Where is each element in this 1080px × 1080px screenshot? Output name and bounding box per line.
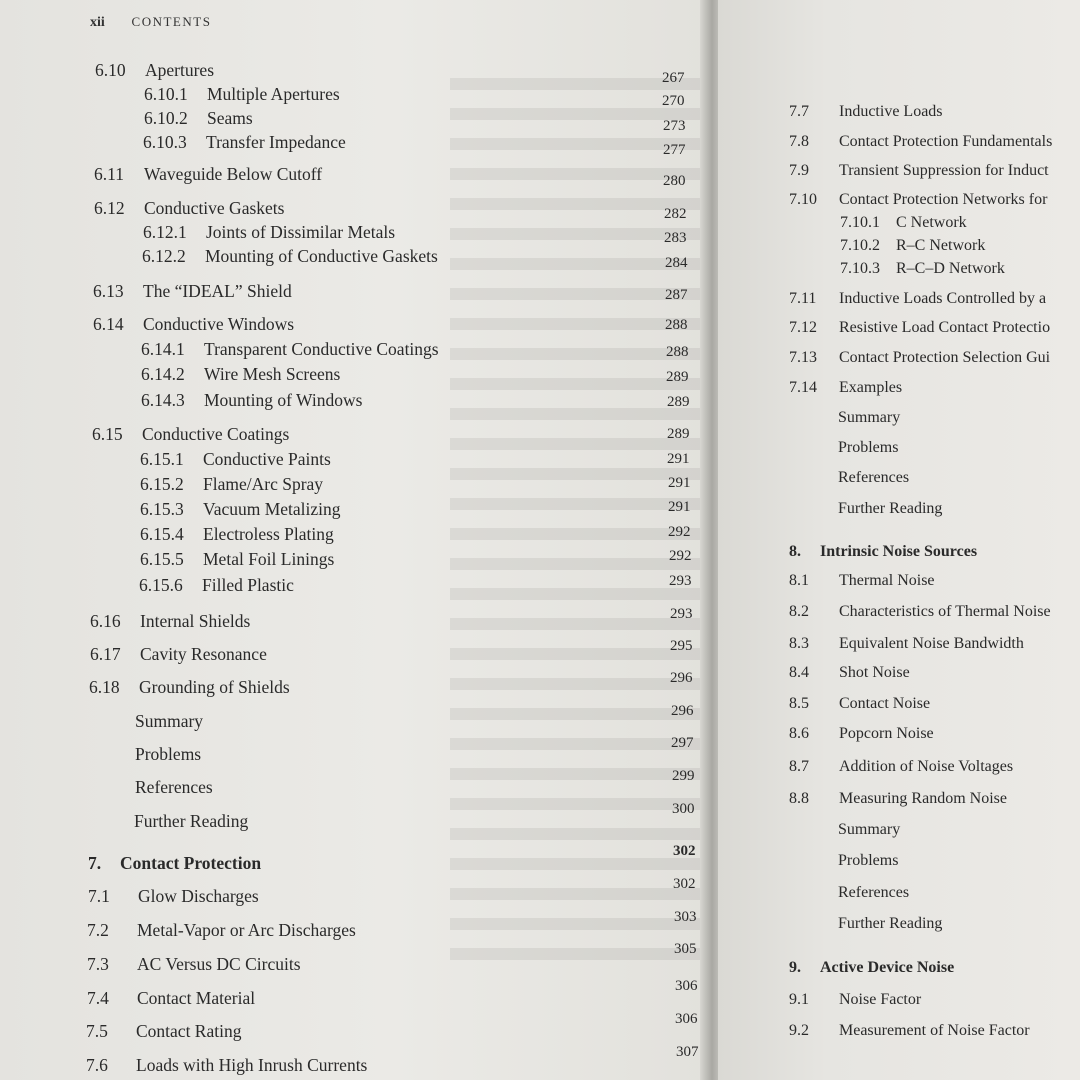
entry-title: Equivalent Noise Bandwidth	[839, 635, 1024, 652]
bleed-through-text	[450, 60, 700, 1060]
entry-title: Internal Shields	[140, 611, 251, 631]
entry-page-number: 288	[666, 344, 689, 360]
entry-title: Joints of Dissimilar Metals	[206, 222, 396, 242]
entry-page-number: 300	[672, 801, 695, 817]
entry-title: Active Device Noise	[820, 959, 955, 976]
entry-number: 6.10.3	[143, 132, 187, 152]
entry-title: Further Reading	[838, 500, 943, 517]
entry-title: Glow Discharges	[138, 886, 259, 906]
entry-title: Measuring Random Noise	[839, 790, 1007, 807]
entry-page-number: 299	[672, 768, 695, 784]
entry-page-number: 283	[664, 230, 687, 246]
entry-title: Grounding of Shields	[139, 677, 290, 697]
entry-page-number: 282	[664, 206, 687, 222]
entry-title: Inductive Loads Controlled by a	[839, 290, 1047, 307]
entry-page-number: 288	[665, 317, 688, 333]
entry-title: R–C Network	[896, 237, 986, 254]
entry-title: Contact Protection	[120, 853, 262, 873]
entry-page-number: 280	[663, 173, 686, 189]
entry-title: Transfer Impedance	[206, 132, 346, 152]
entry-title: Summary	[838, 821, 901, 838]
entry-title: Contact Protection Networks for	[839, 191, 1048, 208]
entry-title: C Network	[896, 214, 967, 231]
entry-number: 8.2	[789, 603, 809, 620]
entry-title: Thermal Noise	[839, 572, 935, 589]
entry-page-number: 289	[667, 394, 690, 410]
entry-page-number: 284	[665, 255, 688, 271]
entry-number: 7.10.2	[840, 237, 880, 254]
entry-title: Popcorn Noise	[839, 725, 934, 742]
entry-number: 6.10.1	[144, 84, 188, 104]
entry-title: R–C–D Network	[896, 260, 1005, 277]
entry-title: Contact Noise	[839, 695, 931, 712]
entry-page-number: 295	[670, 638, 693, 654]
entry-number: 6.14.1	[141, 339, 185, 359]
entry-number: 7.9	[789, 162, 809, 179]
entry-title: Inductive Loads	[839, 103, 943, 120]
entry-title: Resistive Load Contact Protectio	[839, 319, 1051, 336]
entry-title: Filled Plastic	[202, 575, 294, 595]
entry-number: 6.17	[90, 644, 121, 664]
entry-page-number: 287	[665, 287, 688, 303]
entry-number: 9.	[789, 959, 801, 976]
entry-number: 7.10.1	[840, 214, 880, 231]
entry-title: Loads with High Inrush Currents	[136, 1055, 368, 1075]
entry-title: Summary	[838, 409, 901, 426]
entry-number: 7.12	[789, 319, 817, 336]
entry-title: The “IDEAL” Shield	[143, 281, 292, 301]
entry-title: Further Reading	[134, 811, 249, 831]
entry-title: Conductive Paints	[203, 449, 331, 469]
entry-title: Multiple Apertures	[207, 84, 340, 104]
entry-title: Apertures	[145, 60, 215, 80]
entry-title: Contact Rating	[136, 1021, 242, 1041]
entry-number: 7.2	[87, 920, 109, 940]
entry-page-number: 289	[666, 369, 689, 385]
entry-number: 7.1	[88, 886, 110, 906]
entry-title: Wire Mesh Screens	[204, 364, 341, 384]
entry-title: Noise Factor	[839, 991, 922, 1008]
entry-title: Problems	[135, 744, 202, 764]
running-title: CONTENTS	[131, 14, 212, 29]
entry-number: 6.14	[93, 314, 124, 334]
entry-page-number: 297	[671, 735, 694, 751]
entry-title: Mounting of Windows	[204, 390, 363, 410]
entry-number: 7.3	[87, 954, 109, 974]
entry-title: AC Versus DC Circuits	[137, 954, 301, 974]
entry-number: 7.11	[789, 290, 817, 307]
entry-number: 7.6	[86, 1055, 108, 1075]
entry-page-number: 306	[675, 1011, 698, 1027]
entry-number: 7.7	[789, 103, 809, 120]
entry-title: References	[838, 884, 910, 901]
entry-page-number: 296	[670, 670, 693, 686]
entry-number: 6.13	[93, 281, 124, 301]
entry-number: 8.8	[789, 790, 809, 807]
entry-page-number: 273	[663, 118, 686, 134]
entry-title: Summary	[135, 711, 204, 731]
entry-number: 8.	[789, 543, 801, 560]
entry-page-number: 306	[675, 978, 698, 994]
entry-page-number: 293	[670, 606, 693, 622]
entry-number: 9.1	[789, 991, 809, 1008]
entry-title: Mounting of Conductive Gaskets	[205, 246, 438, 266]
entry-number: 6.15.3	[140, 499, 184, 519]
entry-number: 8.1	[789, 572, 809, 589]
entry-number: 8.4	[789, 664, 809, 681]
entry-number: 6.15.5	[140, 549, 184, 569]
entry-title: Examples	[839, 379, 903, 396]
entry-number: 6.10.2	[144, 108, 188, 128]
entry-title: References	[838, 469, 910, 486]
entry-title: Vacuum Metalizing	[203, 499, 341, 519]
entry-title: Electroless Plating	[203, 524, 334, 544]
entry-number: 6.14.3	[141, 390, 185, 410]
right-page	[718, 0, 1080, 1080]
entry-number: 6.15.2	[140, 474, 184, 494]
entry-page-number: 296	[671, 703, 694, 719]
entry-page-number: 307	[676, 1044, 699, 1060]
entry-number: 7.4	[87, 988, 109, 1008]
entry-number: 7.14	[789, 379, 817, 396]
entry-title: Flame/Arc Spray	[203, 474, 324, 494]
entry-title: Conductive Coatings	[142, 424, 290, 444]
entry-number: 8.6	[789, 725, 809, 742]
entry-number: 6.15.6	[139, 575, 183, 595]
entry-page-number: 302	[673, 843, 696, 859]
entry-number: 8.5	[789, 695, 809, 712]
entry-title: Problems	[838, 852, 899, 869]
entry-page-number: 303	[674, 909, 697, 925]
entry-number: 6.10	[95, 60, 126, 80]
entry-title: Contact Protection Selection Gui	[839, 349, 1051, 366]
entry-title: Addition of Noise Voltages	[839, 758, 1014, 775]
entry-number: 6.16	[90, 611, 121, 631]
entry-title: Intrinsic Noise Sources	[820, 543, 978, 560]
entry-number: 7.	[88, 853, 102, 873]
entry-title: Conductive Windows	[143, 314, 295, 334]
entry-title: Seams	[207, 108, 253, 128]
entry-number: 6.12.2	[142, 246, 186, 266]
entry-page-number: 293	[669, 573, 692, 589]
entry-page-number: 289	[667, 426, 690, 442]
entry-number: 7.5	[86, 1021, 108, 1041]
entry-page-number: 270	[662, 93, 685, 109]
entry-number: 8.7	[789, 758, 809, 775]
entry-title: Metal-Vapor or Arc Discharges	[137, 920, 356, 940]
entry-number: 6.15.1	[140, 449, 184, 469]
page-number: xii	[90, 15, 105, 30]
entry-number: 6.11	[94, 164, 124, 184]
entry-page-number: 291	[668, 499, 691, 515]
entry-number: 6.12.1	[143, 222, 187, 242]
entry-title: Contact Protection Fundamentals	[839, 133, 1053, 150]
entry-title: Conductive Gaskets	[144, 198, 285, 218]
entry-page-number: 277	[663, 142, 686, 158]
entry-number: 6.14.2	[141, 364, 185, 384]
entry-page-number: 292	[669, 548, 692, 564]
entry-number: 7.10.3	[840, 260, 880, 277]
entry-title: Metal Foil Linings	[203, 549, 335, 569]
entry-number: 7.8	[789, 133, 809, 150]
entry-page-number: 291	[668, 475, 691, 491]
entry-page-number: 302	[673, 876, 696, 892]
entry-title: Further Reading	[838, 915, 943, 932]
entry-page-number: 305	[674, 941, 697, 957]
entry-title: Waveguide Below Cutoff	[144, 164, 323, 184]
entry-title: Contact Material	[137, 988, 256, 1008]
entry-page-number: 292	[668, 524, 691, 540]
entry-number: 7.13	[789, 349, 817, 366]
entry-number: 7.10	[789, 191, 817, 208]
entry-title: Cavity Resonance	[140, 644, 267, 664]
entry-title: References	[135, 777, 213, 797]
entry-number: 6.12	[94, 198, 125, 218]
entry-title: Shot Noise	[839, 664, 910, 681]
entry-title: Problems	[838, 439, 899, 456]
entry-title: Transparent Conductive Coatings	[204, 339, 439, 359]
entry-number: 6.15.4	[140, 524, 184, 544]
entry-title: Measurement of Noise Factor	[839, 1022, 1030, 1039]
entry-page-number: 291	[667, 451, 690, 467]
page-header	[90, 14, 211, 31]
entry-number: 6.18	[89, 677, 120, 697]
entry-title: Characteristics of Thermal Noise	[839, 603, 1051, 620]
entry-number: 8.3	[789, 635, 809, 652]
entry-page-number: 267	[662, 70, 685, 86]
entry-number: 6.15	[92, 424, 123, 444]
entry-number: 9.2	[789, 1022, 809, 1039]
entry-title: Transient Suppression for Induct	[839, 162, 1049, 179]
